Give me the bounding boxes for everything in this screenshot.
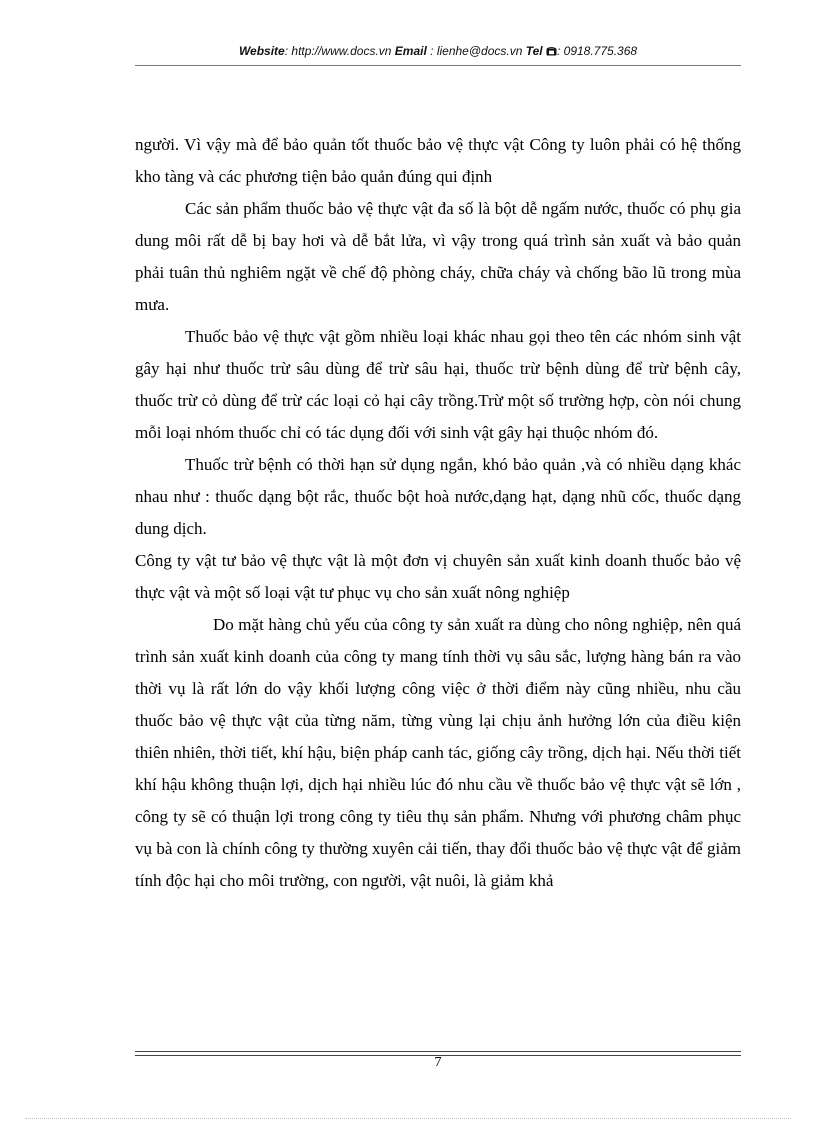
- phone-icon: [546, 44, 557, 58]
- paragraph-4: Thuốc trừ bệnh có thời hạn sử dụng ngắn, khó bảo quản ,và có nhiều dạng khác nhau như : thuốc dạng bột rắc, thuốc bột hoà nước,dạng hạt, dạng nhũ cốc, thuốc dạng dung dịch.: [135, 455, 741, 538]
- email-label: Email: [394, 44, 427, 58]
- page-number: 7: [434, 1055, 442, 1070]
- page-bottom-border: [25, 1118, 791, 1119]
- paragraph-3: Thuốc bảo vệ thực vật gồm nhiều loại khác nhau gọi theo tên các nhóm sinh vật gây hại như thuốc trừ sâu dùng để trừ sâu hại, thuốc trừ bệnh dùng để trừ bệnh cây, thuốc trừ cỏ dùng để trừ các loại cỏ hại cây trồng.Trừ một số trường hợp, còn nói chung mỗi loại nhóm thuốc chỉ có tác dụng đối với sinh vật gây hại thuộc nhóm đó.: [135, 327, 741, 442]
- document-body: [135, 129, 741, 897]
- paragraph-6: Do mặt hàng chủ yếu của công ty sản xuất ra dùng cho nông nghiệp, nên quá trình sản xuất kinh doanh của công ty mang tính thời vụ sâu sắc, lượng hàng bán ra vào thời vụ là rất lớn do vậy khối lượng công việc ở thời điểm này cũng nhiều, nhu cầu thuốc bảo vệ thực vật của từng năm, từng vùng lại chịu ảnh hưởng lớn của điều kiện thiên nhiên, thời tiết, khí hậu, biện pháp canh tác, giống cây trồng, dịch hại. Nếu thời tiết khí hậu không thuận lợi, dịch hại nhiều lúc đó nhu cầu về thuốc bảo vệ thực vật sẽ lớn , công ty sẽ có thuận lợi trong công ty tiêu thụ sản phẩm. Nhưng với phương châm phục vụ bà con là chính công ty thường xuyên cải tiến, thay đổi thuốc bảo vệ thực vật để giảm tính độc hại cho môi trường, con người, vật nuôi, là giảm khả: [135, 615, 741, 890]
- paragraph-1: người. Vì vậy mà để bảo quản tốt thuốc bảo vệ thực vật Công ty luôn phải có hệ thống kho tàng và các phương tiện bảo quản đúng qui định: [135, 135, 741, 186]
- paragraph-2: Các sản phẩm thuốc bảo vệ thực vật đa số là bột dễ ngấm nước, thuốc có phụ gia dung môi rất dễ bị bay hơi và dễ bắt lửa, vì vậy trong quá trình sản xuất và bảo quản phải tuân thủ nghiêm ngặt về chế độ phòng cháy, chữa cháy và chống bão lũ trong mùa mưa.: [135, 199, 741, 314]
- website-label: Website: [238, 44, 285, 58]
- website-value: : http://www.docs.vn: [284, 44, 392, 58]
- email-value: : lienhe@docs.vn: [430, 44, 523, 58]
- tel-value: : 0918.775.368: [556, 44, 638, 58]
- tel-label: Tel: [525, 44, 543, 58]
- header-rule: [135, 65, 741, 66]
- paragraph-5: Công ty vật tư bảo vệ thực vật là một đơn vị chuyên sản xuất kinh doanh thuốc bảo vệ thực vật và một số loại vật tư phục vụ cho sản xuất nông nghiệp: [135, 551, 741, 602]
- page-header: [135, 44, 741, 58]
